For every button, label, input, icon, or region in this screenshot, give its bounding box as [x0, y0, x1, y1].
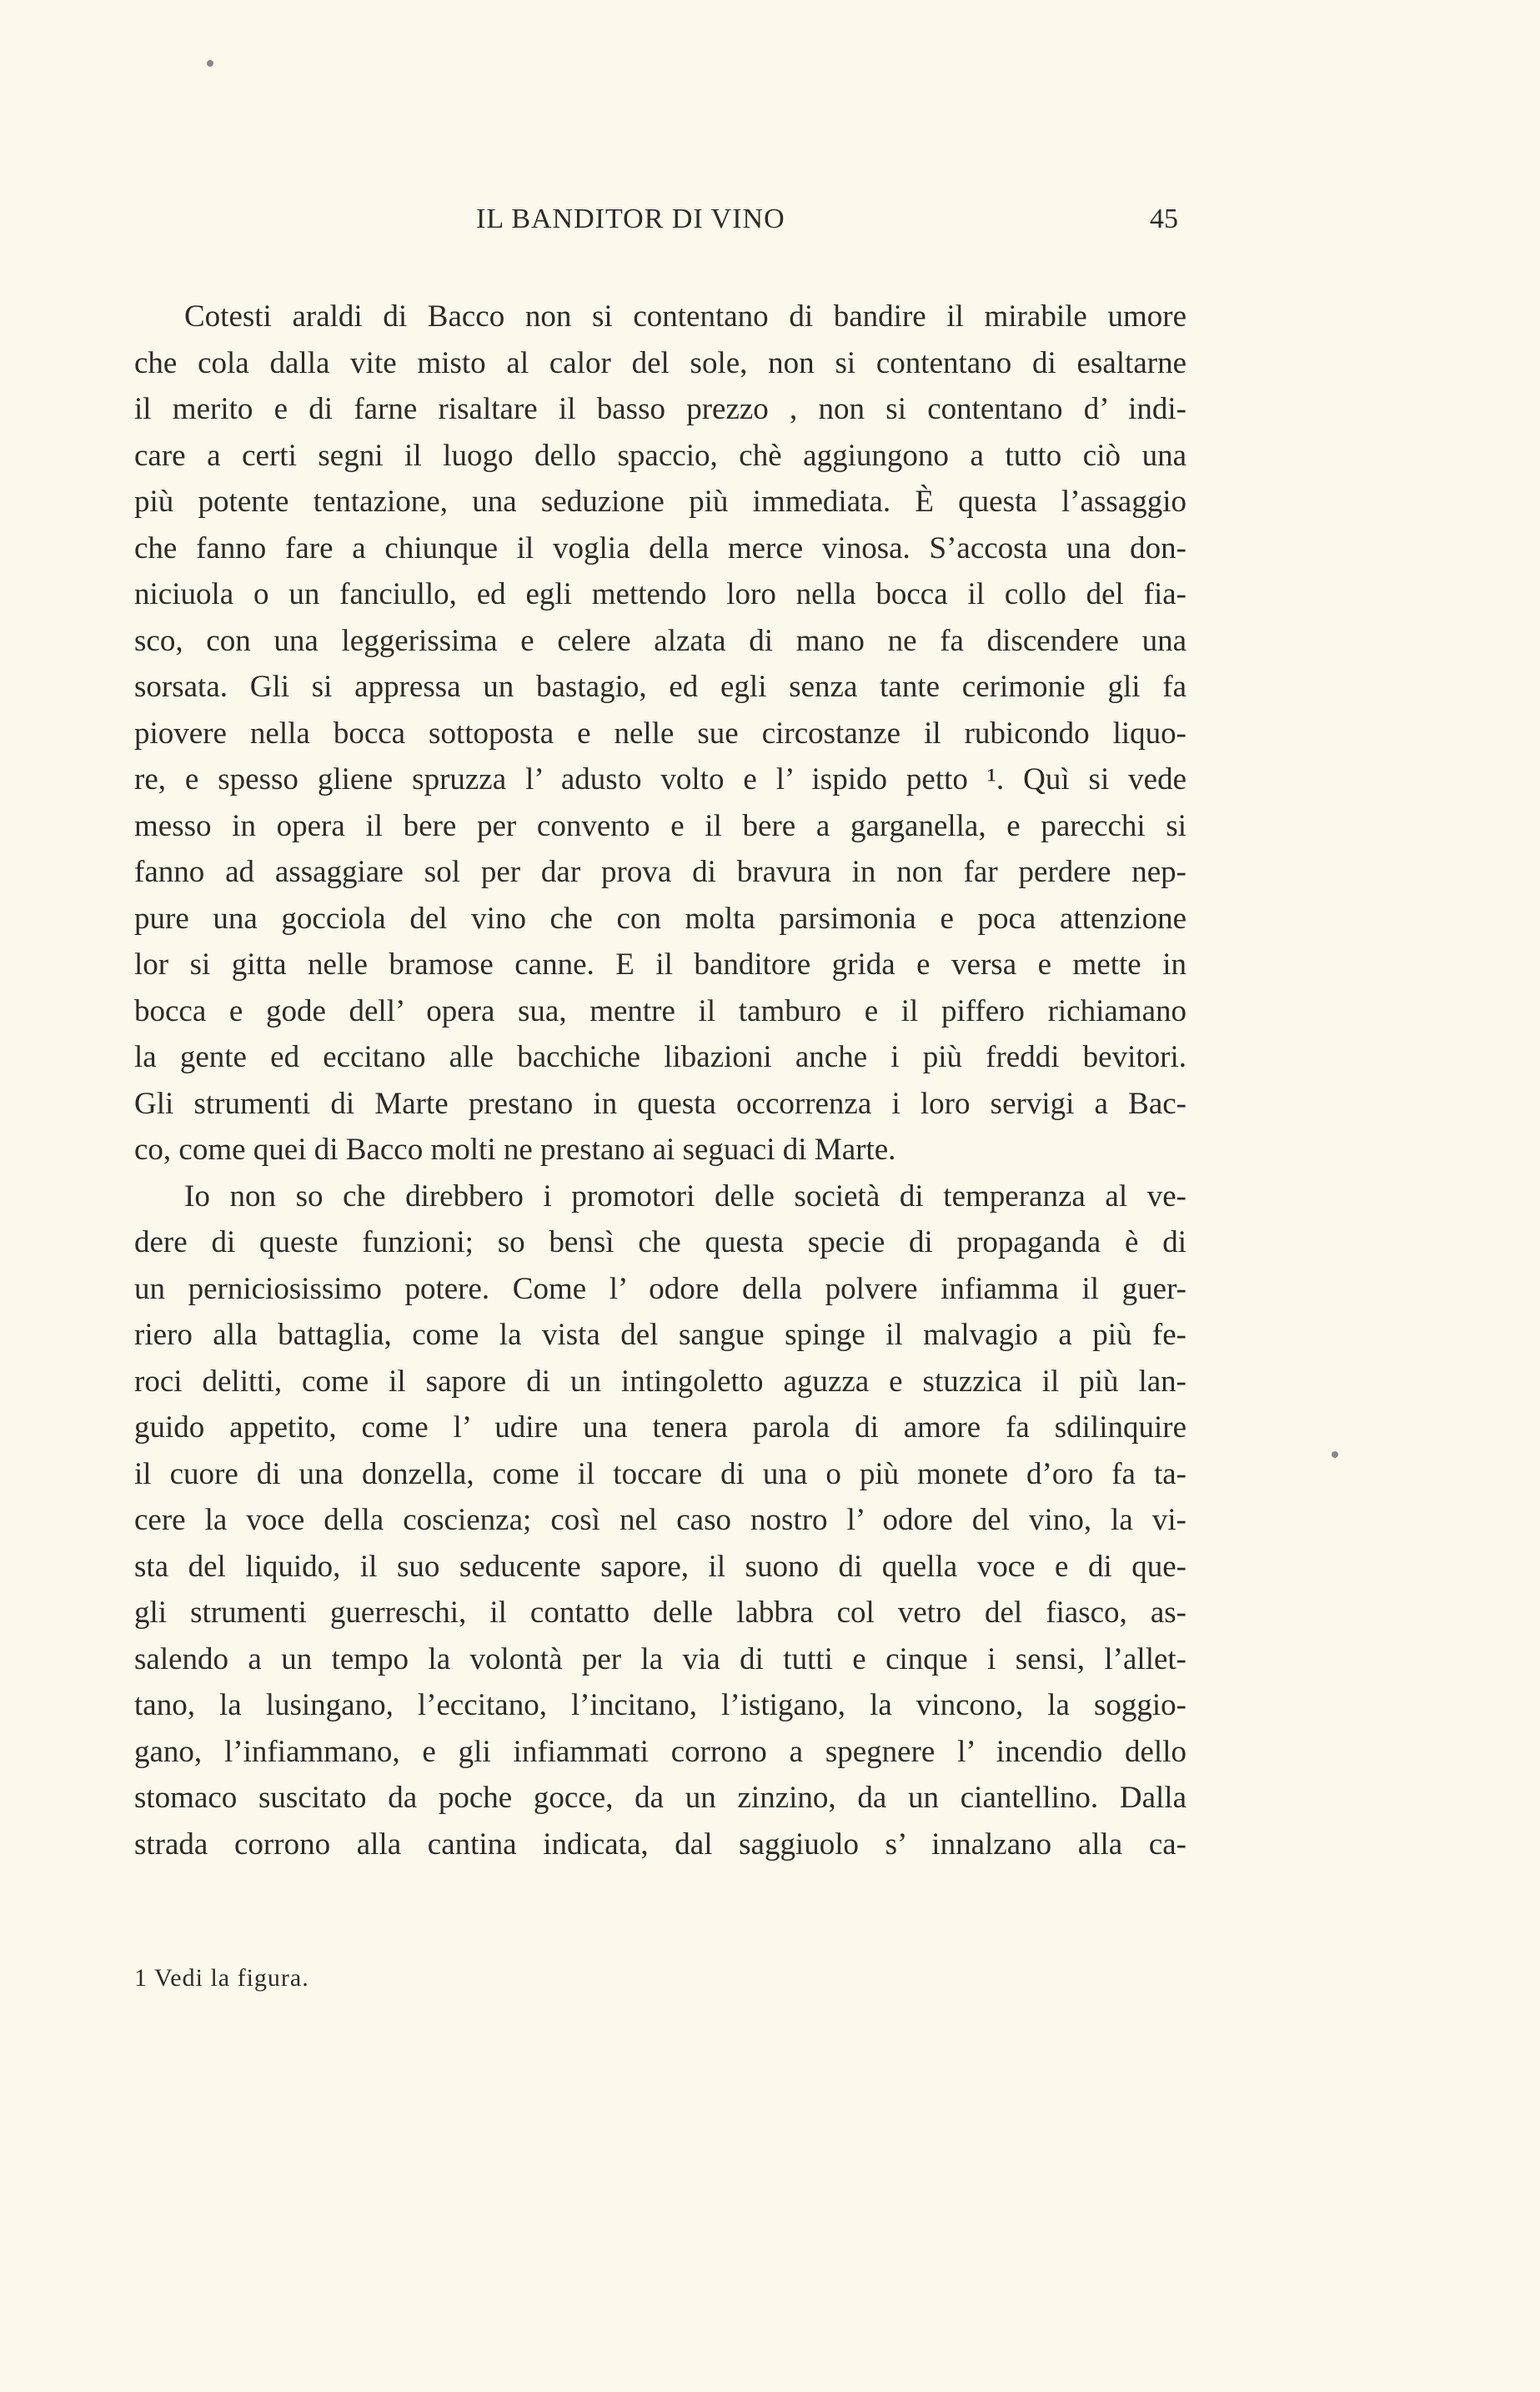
text-line: tano, la lusingano, l’eccitano, l’incitano, l’istigano, la vincono, la soggio-: [134, 1688, 1186, 1722]
text-line: bocca e gode dell’ opera sua, mentre il tamburo e il piffero richiamano: [134, 993, 1186, 1028]
text-line: Cotesti araldi di Bacco non si contentano di bandire il mirabile umore: [184, 299, 1186, 334]
text-line: care a certi segni il luogo dello spaccio, chè aggiungono a tutto ciò una: [134, 438, 1186, 473]
paragraph: [134, 1173, 1186, 1868]
text-line: roci delitti, come il sapore di un intingoletto aguzza e stuzzica il più lan-: [134, 1364, 1186, 1399]
text-line: la gente ed eccitano alle bacchiche libazioni anche i più freddi bevitori.: [134, 1040, 1186, 1074]
text-line: sta del liquido, il suo seducente sapore, il suono di quella voce e di que-: [134, 1549, 1186, 1584]
text-line: piovere nella bocca sottoposta e nelle sue circostanze il rubicondo liquo-: [134, 716, 1186, 751]
paragraph: [134, 294, 1186, 1173]
running-title: IL BANDITOR DI VINO: [476, 204, 785, 234]
scan-speck: [1332, 1451, 1338, 1458]
text-line: riero alla battaglia, come la vista del sangue spinge il malvagio a più fe-: [134, 1318, 1186, 1352]
text-line: più potente tentazione, una seduzione più immediata. È questa l’assaggio: [134, 485, 1186, 519]
text-line: cere la voce della coscienza; così nel caso nostro l’ odore del vino, la vi-: [134, 1503, 1186, 1537]
scan-speck: [207, 60, 213, 67]
text-line: strada corrono alla cantina indicata, dal saggiuolo s’ innalzano alla ca-: [134, 1827, 1186, 1862]
text-line: sorsata. Gli si appressa un bastagio, ed egli senza tante cerimonie gli fa: [134, 670, 1186, 704]
page-header: [134, 204, 1186, 245]
text-line: dere di queste funzioni; so bensì che questa specie di propaganda è di: [134, 1225, 1186, 1259]
text-line: gli strumenti guerreschi, il contatto delle labbra col vetro del fiasco, as-: [134, 1596, 1186, 1630]
text-line: Io non so che direbbero i promotori delle società di temperanza al ve-: [184, 1178, 1186, 1214]
text-line: che cola dalla vite misto al calor del sole, non si contentano di esaltarne: [134, 345, 1186, 380]
text-line: guido appetito, come l’ udire una tenera parola di amore fa sdilinquire: [134, 1410, 1186, 1445]
text-line: salendo a un tempo la volontà per la via di tutti e cinque i sensi, l’allet-: [134, 1641, 1186, 1676]
text-line: gano, l’infiammano, e gli infiammati corrono a spegnere l’ incendio dello: [134, 1734, 1186, 1769]
text-line: stomaco suscitato da poche gocce, da un zinzino, da un ciantellino. Dalla: [134, 1781, 1186, 1815]
text-line: co, come quei di Bacco molti ne prestano ai seguaci di Marte.: [134, 1133, 896, 1167]
text-line: che fanno fare a chiunque il voglia della merce vinosa. S’accosta una don-: [134, 530, 1186, 565]
text-line: re, e spesso gliene spruzza l’ adusto volto e l’ ispido petto ¹. Quì si vede: [134, 762, 1186, 796]
text-line: il merito e di farne risaltare il basso prezzo , non si contentano d’ indi-: [134, 392, 1186, 426]
text-line: sco, con una leggerissima e celere alzata di mano ne fa discendere una: [134, 623, 1186, 658]
text-line: lor si gitta nelle bramose canne. E il banditore grida e versa e mette in: [134, 947, 1186, 982]
text-line: pure una gocciola del vino che con molta parsimonia e poca attenzione: [134, 901, 1186, 936]
text-line: fanno ad assaggiare sol per dar prova di bravura in non far perdere nep-: [134, 855, 1186, 889]
text-line: niciuola o un fanciullo, ed egli mettendo loro nella bocca il collo del fia-: [134, 577, 1186, 611]
footnote: 1 Vedi la figura.: [134, 1964, 309, 1992]
text-line: messo in opera il bere per convento e il bere a garganella, e parecchi si: [134, 808, 1186, 843]
body-text: [134, 294, 1186, 1867]
text-line: il cuore di una donzella, come il toccare di una o più monete d’oro fa ta-: [134, 1456, 1186, 1491]
text-line: Gli strumenti di Marte prestano in questa occorrenza i loro servigi a Bac-: [134, 1086, 1186, 1121]
text-line: un perniciosissimo potere. Come l’ odore della polvere infiamma il guer-: [134, 1271, 1186, 1306]
page-number: 45: [1150, 204, 1178, 234]
